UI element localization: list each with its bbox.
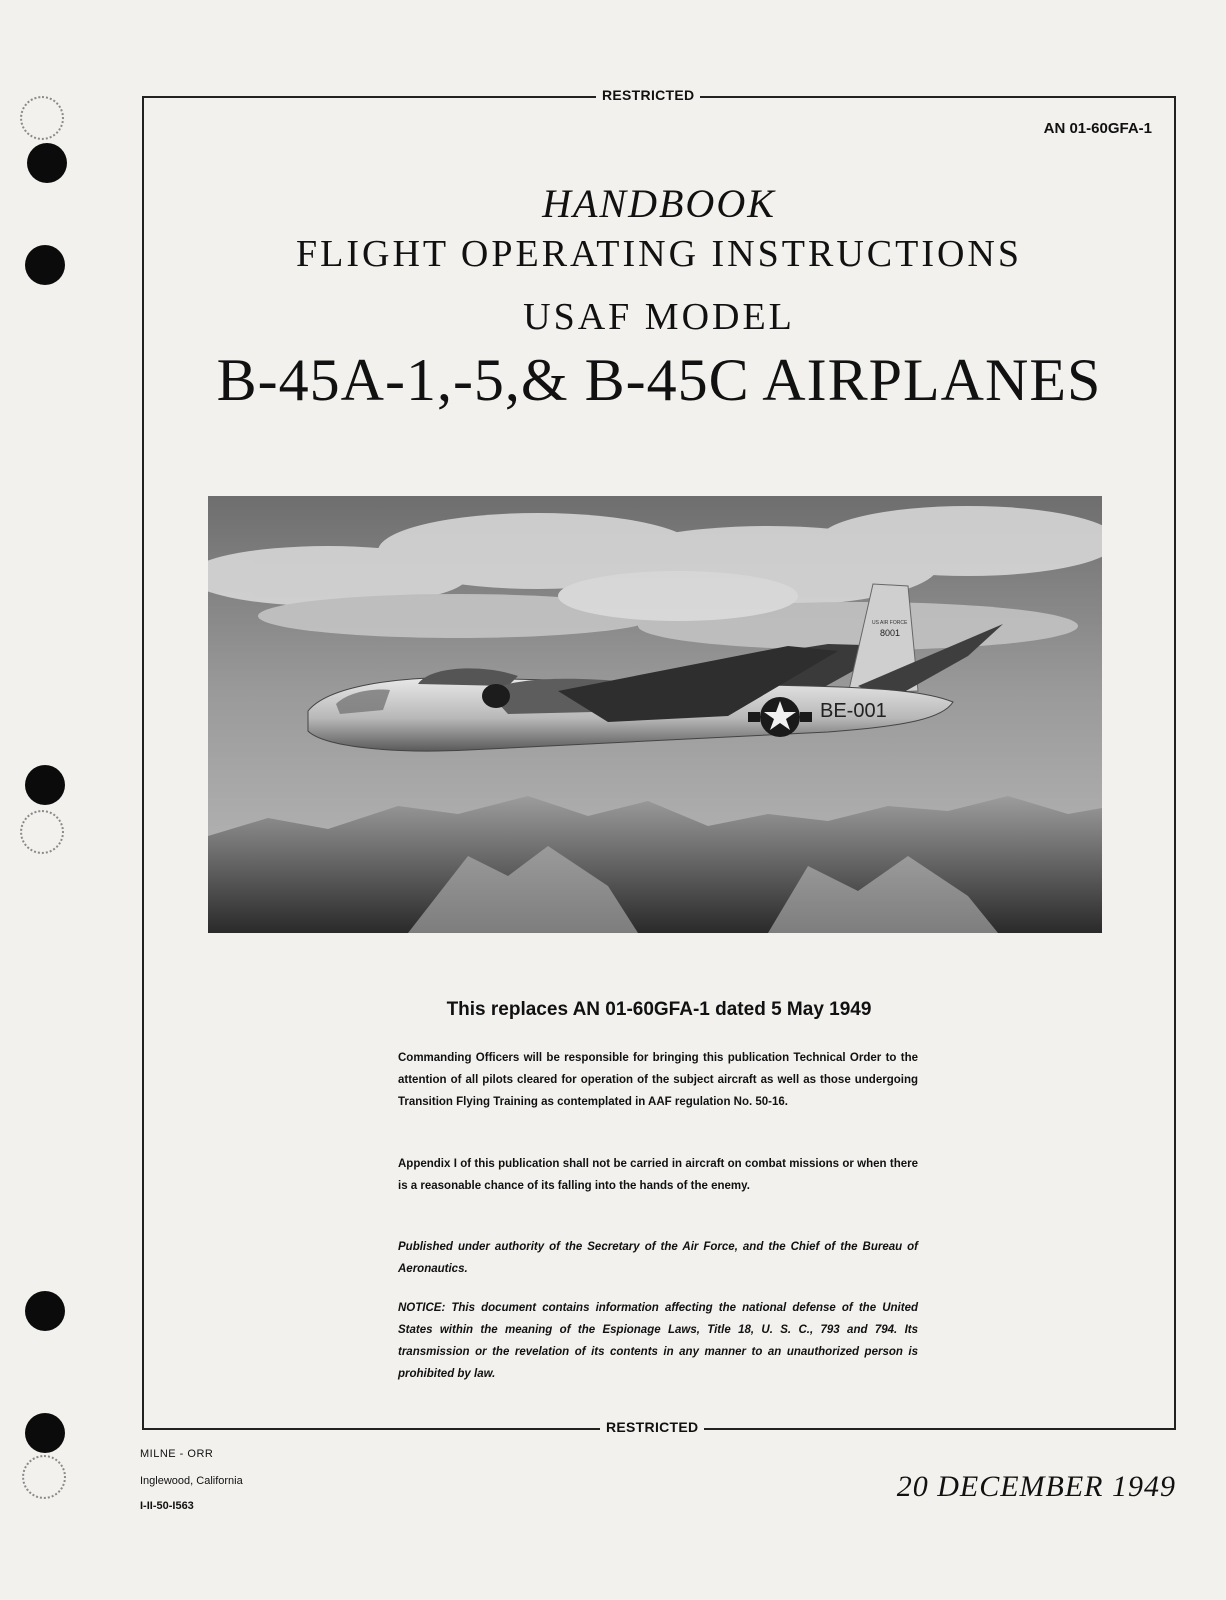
fuselage-code: BE-001: [820, 700, 887, 722]
punch-hole-ring: [22, 1455, 66, 1499]
handbook-title: HANDBOOK: [542, 181, 776, 226]
punch-hole-ring: [20, 96, 64, 140]
flight-operating-instructions-title: FLIGHT OPERATING INSTRUCTIONS: [296, 233, 1022, 275]
tail-text: US AIR FORCE: [872, 620, 908, 626]
aircraft-photo: [208, 496, 1102, 933]
appendix-paragraph: Appendix I of this publication shall not be carried in aircraft on combat missions or when there is a reasonable chance of its falling into the hands of the enemy.: [398, 1158, 918, 1192]
printer-location: Inglewood, California: [140, 1475, 243, 1487]
punch-hole: [25, 245, 65, 285]
punch-hole: [25, 765, 65, 805]
restricted-marking-top: RESTRICTED: [596, 87, 700, 103]
usaf-model-title: USAF MODEL: [523, 296, 795, 338]
authority-paragraph: Published under authority of the Secretary of the Air Force, and the Chief of the Bureau of Aeronautics.: [398, 1241, 918, 1275]
printer-name: MILNE - ORR: [140, 1448, 214, 1460]
tail-number: 8001: [880, 628, 901, 638]
airplane-model-title: B-45A-1,-5,& B-45C AIRPLANES: [216, 347, 1102, 413]
punch-hole: [27, 143, 67, 183]
replaces-notice: This replaces AN 01-60GFA-1 dated 5 May 1949: [446, 999, 872, 1020]
publication-date: 20 DECEMBER 1949: [896, 1470, 1176, 1503]
print-code: I-II-50-I563: [140, 1500, 194, 1512]
espionage-notice-paragraph: NOTICE: This document contains information affecting the national defense of the United States within the meaning of the Espionage Laws, Title 18, U. S. C., 793 and 794. Its transmission or the revelation of its contents in any manner to an unauthorized person is prohibited by law.: [398, 1302, 918, 1380]
punch-hole: [25, 1413, 65, 1453]
document-number: AN 01-60GFA-1: [1043, 120, 1152, 137]
restricted-marking-bottom: RESTRICTED: [600, 1419, 704, 1435]
commanding-officers-paragraph: Commanding Officers will be responsible for bringing this publication Technical Order to the attention of all pilots cleared for operation of the subject aircraft as well as those undergoing Transition Flying Training as contemplated in AAF regulation No. 50-16.: [398, 1052, 918, 1108]
punch-hole-ring: [20, 810, 64, 854]
punch-hole: [25, 1291, 65, 1331]
